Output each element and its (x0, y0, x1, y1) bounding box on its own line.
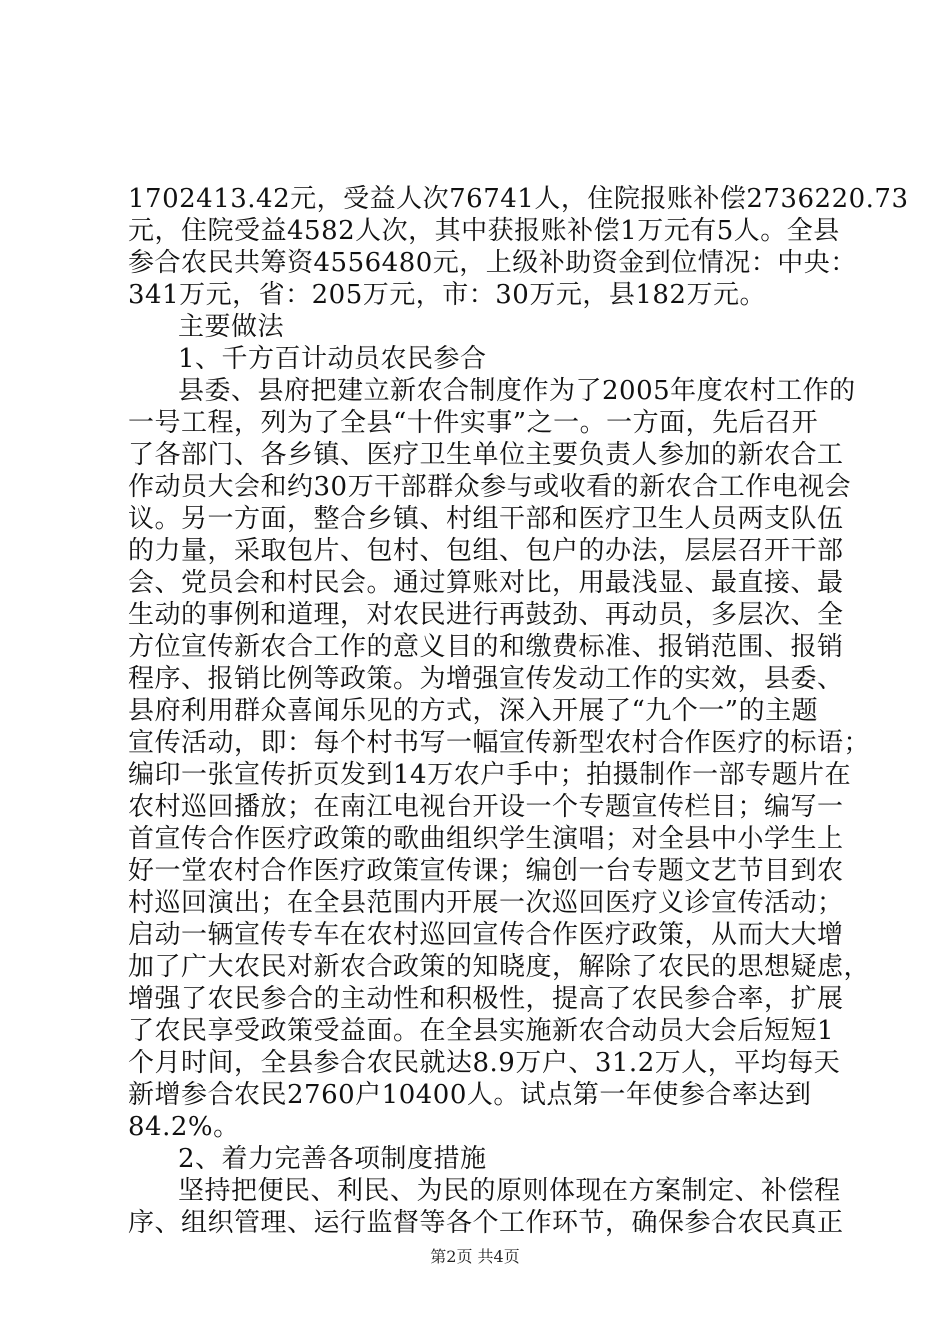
text-line: 84.2%。 (128, 1112, 240, 1142)
text-line: 编印一张宣传折页发到14万农户手中；拍摄制作一部专题片在 (128, 760, 852, 790)
text-line: 1702413.42元，受益人次76741人，住院报账补偿2736220.73 (128, 184, 909, 214)
text-line: 好一堂农村合作医疗政策宣传课；编创一台专题文艺节目到农 (128, 856, 844, 886)
text-line: 首宣传合作医疗政策的歌曲组织学生演唱；对全县中小学生上 (128, 824, 844, 854)
text-line: 程序、报销比例等政策。为增强宣传发动工作的实效，县委、 (128, 664, 844, 694)
text-line: 会、党员会和村民会。通过算账对比，用最浅显、最直接、最 (128, 568, 844, 598)
text-line: 了各部门、各乡镇、医疗卫生单位主要负责人参加的新农合工 (128, 440, 844, 470)
text-line: 农村巡回播放；在南江电视台开设一个专题宣传栏目；编写一 (128, 792, 844, 822)
text-line: 341万元，省：205万元，市：30万元，县182万元。 (128, 280, 766, 310)
text-line: 方位宣传新农合工作的意义目的和缴费标准、报销范围、报销 (128, 632, 844, 662)
text-line: 的力量，采取包片、包村、包组、包户的办法，层层召开干部 (128, 536, 844, 566)
text-line: 加了广大农民对新农合政策的知晓度，解除了农民的思想疑虑， (128, 952, 871, 982)
text-line: 新增参合农民2760户10400人。试点第一年使参合率达到 (128, 1080, 812, 1110)
text-line: 作动员大会和约30万干部群众参与或收看的新农合工作电视会 (128, 472, 852, 502)
text-line: 一号工程，列为了全县“十件实事”之一。一方面，先后召开 (128, 408, 819, 438)
text-line: 元，住院受益4582人次，其中获报账补偿1万元有5人。全县 (128, 216, 840, 246)
text-line: 村巡回演出；在全县范围内开展一次巡回医疗义诊宣传活动； (128, 888, 844, 918)
text-line: 议。另一方面，整合乡镇、村组干部和医疗卫生人员两支队伍 (128, 504, 844, 534)
text-line: 县府利用群众喜闻乐见的方式，深入开展了“九个一”的主题 (128, 696, 819, 726)
text-line: 序、组织管理、运行监督等各个工作环节，确保参合农民真正 (128, 1208, 844, 1238)
text-line: 个月时间，全县参合农民就达8.9万户、31.2万人，平均每天 (128, 1048, 841, 1078)
section-heading: 主要做法 (178, 312, 285, 342)
text-line: 参合农民共筹资4556480元，上级补助资金到位情况：中央： (128, 248, 857, 278)
page-footer: 第2页 共4页 (430, 1247, 520, 1266)
text-line: 增强了农民参合的主动性和积极性，提高了农民参合率，扩展 (128, 984, 844, 1014)
text-line: 启动一辆宣传专车在农村巡回宣传合作医疗政策，从而大大增 (128, 920, 844, 950)
text-line: 了农民享受政策受益面。在全县实施新农合动员大会后短短1 (128, 1016, 835, 1046)
subsection-heading: 1、千方百计动员农民参合 (178, 344, 487, 374)
text-line: 县委、县府把建立新农合制度作为了2005年度农村工作的 (178, 376, 856, 406)
subsection-heading: 2、着力完善各项制度措施 (178, 1144, 487, 1174)
text-line: 坚持把便民、利民、为民的原则体现在方案制定、补偿程 (178, 1176, 841, 1206)
text-line: 宣传活动，即：每个村书写一幅宣传新型农村合作医疗的标语； (128, 728, 871, 758)
text-line: 生动的事例和道理，对农民进行再鼓劲、再动员，多层次、全 (128, 600, 844, 630)
